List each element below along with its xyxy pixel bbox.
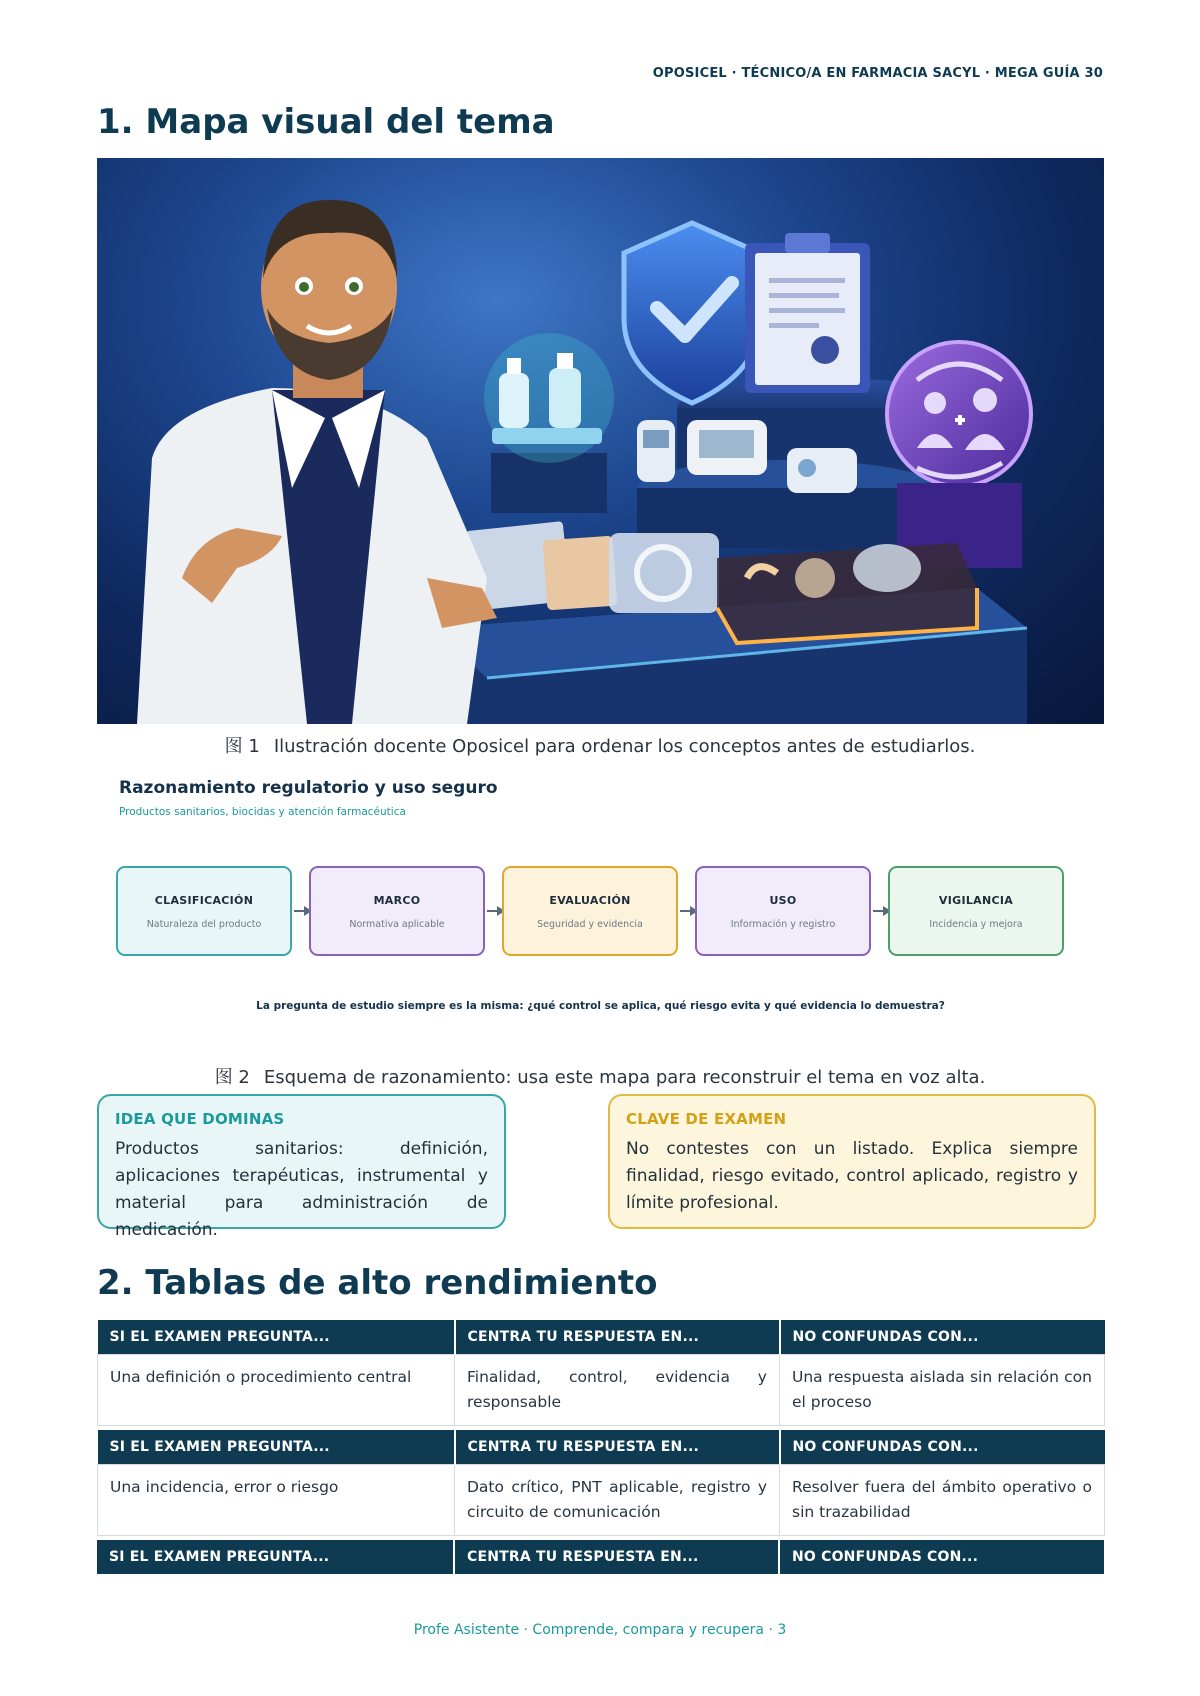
shield-check-icon — [624, 223, 760, 403]
reasoning-diagram — [97, 768, 1104, 1018]
section-2-title: 2. Tablas de alto rendimiento — [97, 1263, 658, 1303]
table-cell: Finalidad, control, evidencia y responsable — [455, 1354, 780, 1425]
diagram-title: Razonamiento regulatorio y uso seguro — [119, 778, 498, 798]
flow-step-title: EVALUACIÓN — [549, 894, 631, 907]
idea-callout-text: Productos sanitarios: definición, aplicaciones terapéuticas, instrumental y material para administración de medicación. — [115, 1139, 488, 1240]
table-header: SI EL EXAMEN PREGUNTA... — [97, 1540, 454, 1574]
flow-step-title: CLASIFICACIÓN — [154, 894, 254, 907]
figure-1-number: 图 1 — [224, 736, 260, 757]
exam-key-callout — [608, 1094, 1096, 1229]
high-yield-table — [97, 1430, 1105, 1536]
high-yield-table — [97, 1540, 1104, 1574]
flow-step-title: USO — [769, 894, 797, 907]
flow-step-subtitle: Información y registro — [730, 919, 836, 930]
figure-2-number: 图 2 — [214, 1067, 250, 1088]
flow-step-title: MARCO — [373, 894, 421, 907]
flow-step-subtitle: Seguridad y evidencia — [537, 919, 643, 930]
exam-key-callout-label: CLAVE DE EXAMEN — [626, 1110, 787, 1128]
table-cell: Resolver fuera del ámbito operativo o sin trazabilidad — [780, 1464, 1105, 1535]
table-row — [98, 1464, 1105, 1535]
flow-step-clasificacion — [116, 866, 292, 956]
exam-key-callout-text: No contestes con un listado. Explica siempre finalidad, riesgo evitado, control aplicado, registro y límite profesional. — [626, 1139, 1078, 1213]
section-1-title: 1. Mapa visual del tema — [97, 102, 555, 142]
table-header: SI EL EXAMEN PREGUNTA... — [98, 1430, 455, 1464]
flow-arrow — [873, 910, 889, 912]
running-header: OPOSICEL · TÉCNICO/A EN FARMACIA SACYL · MEGA GUÍA 30 — [652, 66, 1103, 81]
page-footer: Profe Asistente · Comprende, compara y recupera · 3 — [413, 1622, 787, 1638]
flow-step-subtitle: Incidencia y mejora — [929, 919, 1023, 930]
sterile-packages-icon — [465, 521, 719, 613]
figure-2-text: Esquema de razonamiento: usa este mapa para reconstruir el tema en voz alta. — [263, 1067, 986, 1088]
table-header: CENTRA TU RESPUESTA EN... — [454, 1540, 779, 1574]
flow-step-evaluacion — [502, 866, 678, 956]
flow-step-title: VIGILANCIA — [938, 894, 1014, 907]
table-cell: Una incidencia, error o riesgo — [98, 1464, 455, 1535]
flow-step-marco — [309, 866, 485, 956]
figure-2-caption — [0, 1063, 1200, 1089]
flow-arrow — [680, 910, 696, 912]
implants-icon — [717, 543, 977, 643]
diagram-subtitle: Productos sanitarios, biocidas y atención farmacéutica — [119, 806, 406, 818]
biocide-bottles-icon — [484, 333, 614, 463]
idea-callout — [97, 1094, 506, 1240]
table-header: NO CONFUNDAS CON... — [780, 1430, 1105, 1464]
table-cell: Una definición o procedimiento central — [98, 1354, 455, 1425]
hero-illustration — [97, 158, 1104, 724]
flow-step-uso — [695, 866, 871, 956]
flow-arrow — [294, 910, 310, 912]
table-cell: Una respuesta aislada sin relación con el proceso — [780, 1354, 1105, 1425]
high-yield-table — [97, 1320, 1105, 1426]
pharmacist-figure — [137, 200, 497, 724]
table-header: NO CONFUNDAS CON... — [780, 1320, 1105, 1354]
table-row — [98, 1354, 1105, 1425]
figure-1-text: Ilustración docente Oposicel para ordenar los conceptos antes de estudiarlos. — [273, 736, 976, 757]
table-header: NO CONFUNDAS CON... — [779, 1540, 1104, 1574]
diagram-question: La pregunta de estudio siempre es la misma: ¿qué control se aplica, qué riesgo evita y qué evidencia lo demuestra? — [256, 1000, 945, 1012]
idea-callout-label: IDEA QUE DOMINAS — [115, 1110, 285, 1128]
table-header: CENTRA TU RESPUESTA EN... — [455, 1320, 780, 1354]
table-cell: Dato crítico, PNT aplicable, registro y circuito de comunicación — [455, 1464, 780, 1535]
flow-step-vigilancia — [888, 866, 1064, 956]
flow-step-subtitle: Naturaleza del producto — [146, 919, 262, 930]
flow-step-subtitle: Normativa aplicable — [349, 919, 445, 930]
patient-care-cycle-icon — [887, 342, 1031, 568]
flow-arrow — [487, 910, 503, 912]
clipboard-certificate-icon — [745, 233, 870, 393]
figure-1-caption — [0, 732, 1200, 758]
table-header: SI EL EXAMEN PREGUNTA... — [98, 1320, 455, 1354]
table-header: CENTRA TU RESPUESTA EN... — [455, 1430, 780, 1464]
